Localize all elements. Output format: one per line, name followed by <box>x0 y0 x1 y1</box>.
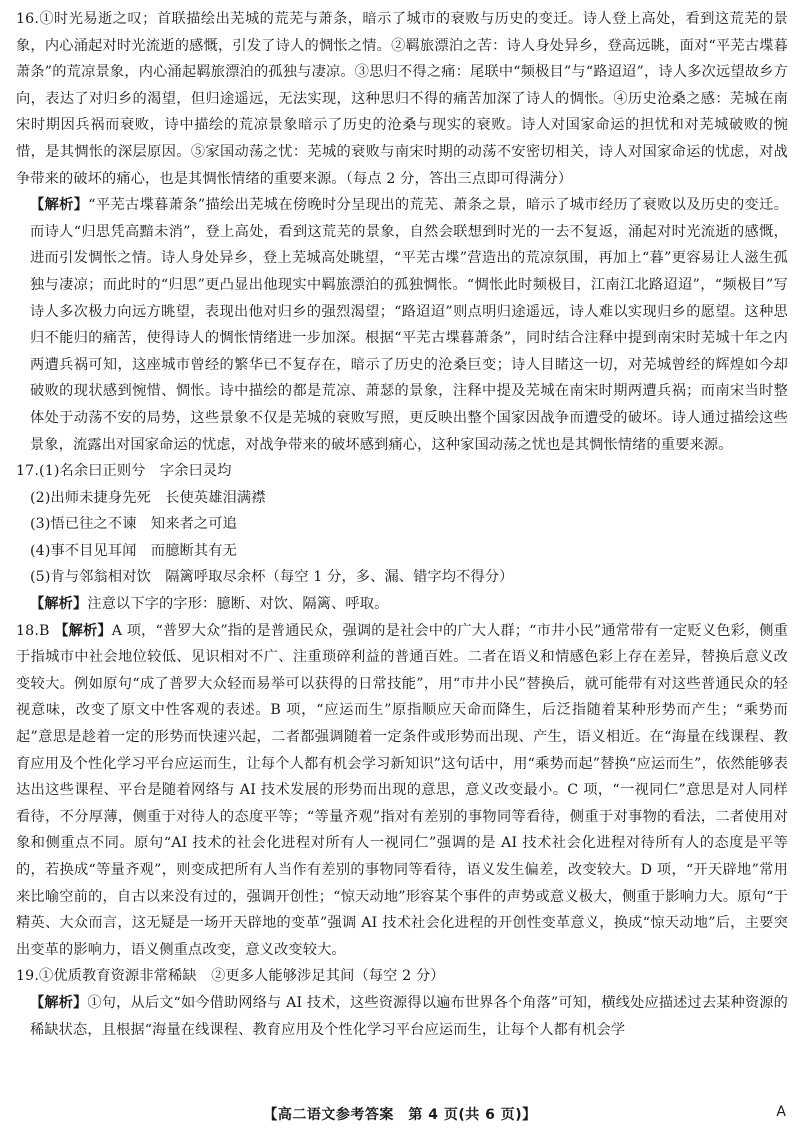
q16-answer: 16.①时光易逝之叹；首联描绘出芜城的荒芜与萧条，暗示了城市的衰败与历史的变迁。诗人登上高处，看到这荒芜的景象，内心涌起对时光流逝的感慨，引发了诗人的惆怅之情。②羁旅漂泊之苦：诗人身处异乡，登高远眺，面对“平芜古堞暮萧条”的荒凉景象，内心涌起羁旅漂泊的孤独与凄凉。③思归不得之痛：尾联中“频极目”与“路迢迢”，诗人多次远望故乡方向，表达了对归乡的渴望，但归途遥远，无法实现，这种思归不得的痛苦加深了诗人的惆怅。④历史沧桑之感：芜城在南宋时期因兵祸而衰败，诗中描绘的荒凉景象暗示了历史的沧桑与现实的衰败。诗人对国家命运的担忧和对芜城破败的惋惜，是其惆怅的深层原因。⑤家国动荡之忧：芜城的衰败与南宋时期的动荡不安密切相关，诗人对国家命运的忧虑，对战争带来的破坏的痛心，也是其惆怅情绪的重要来源。（每点 2 分，答出三点即可得满分） <box>16 11 788 187</box>
q17-answer-2: (2)出师未捷身先死 长使英雄泪满襟 <box>30 489 266 506</box>
q17-line-1 <box>16 458 788 485</box>
q18-analysis-text: A 项，“普罗大众”指的是普通民众，强调的是社会中的广大人群；“市井小民”通常带有一定贬义色彩，侧重于指城市中社会地位较低、见识相对不广、注重琐碎利益的普通百姓。二者在语义和情感色彩上存在差异，替换后意义改变较大。例如原句“成了普罗大众轻而易举可以获得的日常技能”，用“市井小民”替换后，就可能带有对这些普通民众的轻视意味，改变了原文中性客观的表述。B 项，“应运而生”原指顺应天命而降生，后泛指随着某种形势而产生；“乘势而起”意思是趁着一定的形势而快速兴起，二者都强调随着一定条件或形势而出现、产生，语义相近。在“海量在线课程、教育应用及个性化学习平台应运而生，让每个人都有机会学习新知识”这句话中，用“乘势而起”替换“应运而生”，依然能够表达出这些课程、平台是随着网络与 AI 技术发展的形势而出现的意思，意义改变最小。C 项，“一视同仁”意思是对人同样看待，不分厚薄，侧重于对待人的态度平等；“等量齐观”指对有差别的事物同等看待，侧重于对事物的看法，二者使用对象和侧重点不同。原句“AI 技术的社会化进程对所有人一视同仁”强调的是 AI 技术社会化进程对待所有人的态度是平等的，若换成“等量齐观”，则变成把所有人当作有差别的事物同等看待，语义发生偏差，改变较大。D 项，“开天辟地”常用来比喻空前的，自古以来没有过的，强调开创性；“惊天动地”形容某个事件的声势或意义极大，侧重于影响力大。原句“于精英、大众而言，这无疑是一场开天辟地的变革”强调 AI 技术社会化进程的开创性变革意义，换成“惊天动地”后，主要突出变革的影响力，语义侧重点改变，意义改变较大。 <box>16 622 788 958</box>
q19-analysis <box>16 990 788 1043</box>
q18-number: 18.B <box>16 622 50 639</box>
analysis-tag: 【解析】 <box>30 994 88 1011</box>
q19-answer <box>16 963 788 990</box>
analysis-tag: 【解析】 <box>30 197 89 214</box>
q17-number: 17. <box>16 463 40 480</box>
q18-analysis <box>16 618 788 964</box>
analysis-tag: 【解析】 <box>54 622 112 639</box>
q17-answer-5: (5)肯与邻翁相对饮 隔篱呼取尽余杯（每空 1 分，多、漏、错字均不得分） <box>30 569 514 586</box>
page-footer <box>0 1104 800 1130</box>
footer-version-mark: A <box>776 1104 786 1120</box>
q19-answer-text: ①优质教育资源非常稀缺 ②更多人能够涉足其间（每空 2 分） <box>39 968 445 985</box>
q17-answer-4: (4)事不目见耳闻 而臆断其有无 <box>30 542 237 559</box>
q17-analysis-text: 注意以下字的字形：臆断、对饮、隔篱、呼取。 <box>87 596 389 613</box>
footer-title: 【高二语文参考答案 第 4 页(共 6 页)】 <box>263 1107 537 1123</box>
q16-analysis <box>16 192 788 458</box>
q17-answer-1: (1)名余曰正则兮 字余曰灵均 <box>39 463 232 480</box>
q19-analysis-text: ①句，从后文“如今借助网络与 AI 技术，这些资源得以遍布世界各个角落”可知，横线处应描述过去某种资源的稀缺状态，且根据“海量在线课程、教育应用及个性化学习平台应运而生，让每个人都有机会学 <box>30 994 788 1038</box>
analysis-tag: 【解析】 <box>30 596 88 613</box>
q17-analysis <box>16 591 788 618</box>
q17-answer-3: (3)悟已往之不谏 知来者之可追 <box>30 516 237 533</box>
answer-page <box>16 6 788 1043</box>
q16-analysis-text: “平芜古堞暮萧条”描绘出芜城在傍晚时分呈现出的荒芜、萧条之景，暗示了城市经历了衰败以及历史的变迁。而诗人“归思凭高黯未消”，登上高处，看到这荒芜的景象，自然会联想到时光的一去不复返，涌起对时光流逝的感慨，进而引发惆怅之情。诗人身处异乡，登上芜城高处眺望，“平芜古堞”营造出的荒凉氛围，再加上“暮”更容易让人滋生孤独与凄凉；而此时的“归思”更凸显出他现实中羁旅漂泊的孤独惆怅。“惆怅此时频极目，江南江北路迢迢”，“频极目”写诗人多次极力向远方眺望，表现出他对归乡的强烈渴望；“路迢迢”则点明归途遥远，诗人难以实现归乡的愿望。这种思归不能归的痛苦，使得诗人的惆怅情绪进一步加深。根据“平芜古堞暮萧条”，同时结合注释中提到南宋时芜城十年之内两遭兵祸可知，这座城市曾经的繁华已不复存在，暗示了历史的沧桑巨变；诗人目睹这一切，对芜城曾经的辉煌如今却破败的现状感到惋惜、惆怅。诗中描绘的都是荒凉、萧瑟的景象，注释中提及芜城在南宋时期两遭兵祸；而南宋当时整体处于动荡不安的局势，这些景象不仅是芜城的衰败写照，更反映出整个国家因战争而遭受的破坏。诗人通过描绘这些景象，流露出对国家命运的忧虑，对战争带来的破坏感到痛心，这种家国动荡之忧也是其惆怅情绪的重要来源。 <box>30 197 788 453</box>
q19-number: 19. <box>16 968 40 985</box>
